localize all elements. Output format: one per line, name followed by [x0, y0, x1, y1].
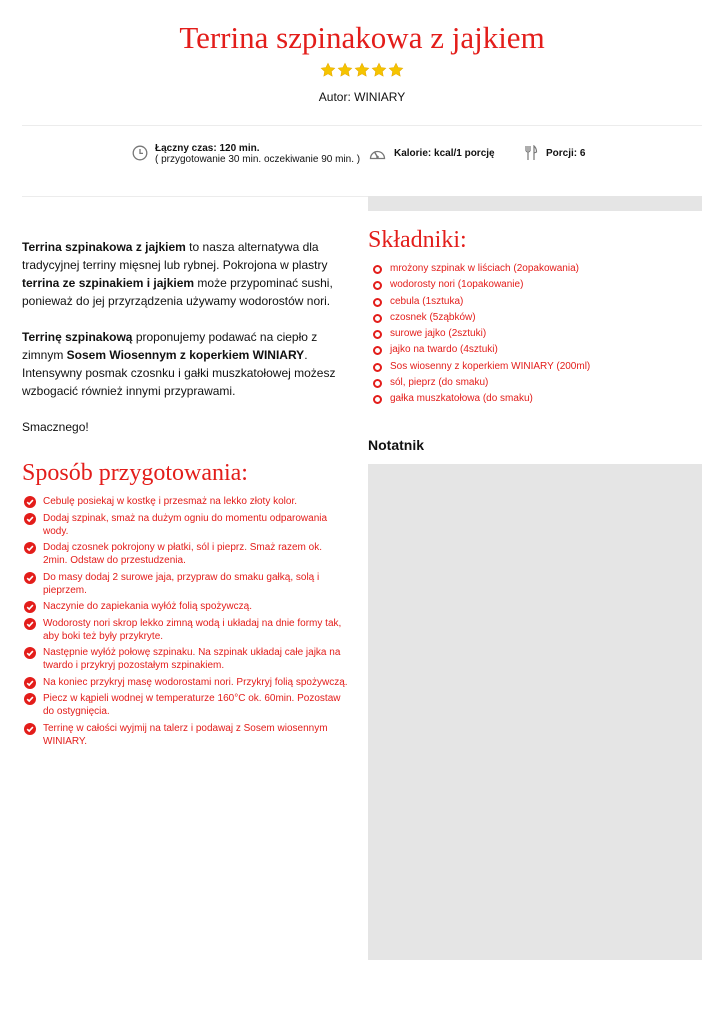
preparation-steps — [24, 495, 349, 751]
recipe-description — [22, 238, 347, 454]
intro-text: proponujemy podawać na ciepło z zimnym — [22, 330, 318, 362]
star-icon — [388, 62, 404, 78]
star-icon — [337, 62, 353, 78]
star-rating — [320, 62, 404, 80]
star-icon — [371, 62, 387, 78]
preparation-step — [24, 676, 349, 689]
check-icon — [24, 677, 36, 689]
ingredient-text: jajko na twardo (4sztuki) — [390, 344, 498, 356]
preparation-step — [24, 571, 349, 597]
bullet-icon — [373, 298, 382, 307]
step-text: Naczynie do zapiekania wyłóż folią spożywczą. — [43, 601, 252, 612]
ingredient-text: czosnek (5ząbków) — [390, 311, 476, 323]
check-icon — [24, 618, 36, 630]
clock-icon — [132, 145, 148, 161]
ingredient-text: sól, pieprz (do smaku) — [390, 377, 489, 389]
calories-label: Kalorie: kcal/1 porcję — [394, 148, 495, 159]
intro-text: może przypominać sushi, ponieważ do jej przyrządzenia używamy wodorostów nori. — [22, 276, 333, 308]
step-text: Następnie wyłóż połowę szpinaku. Na szpinak układaj całe jajka na twardo i przykryj pozostałym szpinakiem. — [43, 647, 341, 671]
intro-paragraph — [22, 328, 347, 400]
time-detail: ( przygotowanie 30 min. oczekiwanie 90 min. ) — [155, 154, 361, 165]
bullet-icon — [373, 281, 382, 290]
ingredient-item — [372, 360, 590, 376]
ingredient-item — [372, 295, 590, 311]
intro-paragraph — [22, 238, 347, 310]
ingredient-text: gałka muszkatołowa (do smaku) — [390, 393, 533, 405]
ingredient-text: surowe jajko (2sztuki) — [390, 328, 487, 340]
total-time-label: Łączny czas: 120 min. — [155, 143, 260, 154]
ingredient-item — [372, 278, 590, 294]
divider — [22, 125, 702, 126]
intro-text: to nasza alternatywa dla tradycyjnej terriny mięsnej lub rybnej. Pokrojona w plastry — [22, 240, 328, 272]
ingredient-item — [372, 392, 590, 408]
intro-bold: Sosem Wiosennym z koperkiem WINIARY — [66, 348, 305, 362]
gauge-icon — [369, 146, 386, 160]
star-icon — [354, 62, 370, 78]
recipe-author: Autor: WINIARY — [318, 90, 406, 104]
step-text: Wodorosty nori skrop lekko zimną wodą i układaj na dnie formy tak, aby boki też były przykryte. — [43, 617, 342, 642]
preparation-step — [24, 692, 349, 718]
ingredient-text: mrożony szpinak w liściach (2opakowania) — [390, 263, 579, 274]
ingredient-text: cebula (1sztuka) — [390, 295, 464, 307]
portions — [546, 148, 585, 159]
bullet-icon — [373, 346, 382, 355]
ingredient-text: Sos wiosenny z koperkiem WINIARY (200ml) — [390, 360, 591, 372]
preparation-title: Sposób przygotowania: — [22, 460, 248, 486]
step-text: Do masy dodaj 2 surowe jaja, przypraw do smaku gałką, solą i pieprzem. — [43, 571, 320, 596]
ingredient-item — [372, 343, 590, 359]
bullet-icon — [373, 265, 382, 274]
ingredients-list — [372, 262, 590, 409]
intro-text: . Intensywny posmak czosnku i gałki muszkatołowej możesz wzbogacić również innymi przyprawami. — [22, 348, 336, 398]
closing-text: Smacznego! — [22, 420, 89, 434]
star-icon — [320, 62, 336, 78]
check-icon — [24, 513, 36, 525]
ingredient-item — [372, 262, 590, 278]
check-icon — [24, 496, 36, 508]
preparation-step — [24, 512, 349, 538]
check-icon — [24, 542, 36, 554]
notes-area — [368, 464, 702, 960]
ingredients-title: Składniki: — [368, 227, 467, 253]
check-icon — [24, 572, 36, 584]
portions-label: Porcji: 6 — [546, 148, 586, 159]
preparation-step — [24, 646, 349, 672]
step-text: Terrinę w całości wyjmij na talerz i podawaj z Sosem wiosennym WINIARY. — [43, 722, 328, 747]
bullet-icon — [373, 330, 382, 339]
bullet-icon — [373, 395, 382, 404]
intro-bold: Terrinę szpinakową — [22, 330, 133, 344]
preparation-step — [24, 600, 349, 613]
step-text: Cebulę posiekaj w kostkę i przesmaż na lekko złoty kolor. — [43, 496, 298, 507]
preparation-step — [24, 722, 349, 748]
step-text: Dodaj czosnek pokrojony w płatki, sól i pieprz. Smaż razem ok. 2min. Odstaw do przestudzenia. — [43, 542, 323, 566]
intro-bold: Terrina szpinakowa z jajkiem — [22, 240, 186, 254]
check-icon — [24, 647, 36, 659]
step-text: Na koniec przykryj masę wodorostami nori. Przykryj folią spożywczą. — [43, 676, 348, 688]
sidebar-header-panel — [368, 196, 702, 211]
divider — [22, 196, 368, 197]
intro-bold: terrina ze szpinakiem i jajkiem — [22, 276, 195, 290]
calories — [394, 148, 495, 159]
preparation-step — [24, 495, 349, 508]
notes-title: Notatnik — [368, 437, 424, 453]
cutlery-icon — [524, 145, 538, 161]
bullet-icon — [373, 379, 382, 388]
check-icon — [24, 601, 36, 613]
preparation-step — [24, 617, 349, 643]
bullet-icon — [373, 314, 382, 323]
ingredient-item — [372, 327, 590, 343]
ingredient-text: wodorosty nori (1opakowanie) — [390, 279, 524, 291]
step-text: Dodaj szpinak, smaż na dużym ogniu do momentu odparowania wody. — [43, 512, 328, 537]
recipe-title: Terrina szpinakowa z jajkiem — [179, 20, 545, 55]
bullet-icon — [373, 363, 382, 372]
check-icon — [24, 723, 36, 735]
check-icon — [24, 693, 36, 705]
step-text: Piecz w kąpieli wodnej w temperaturze 160°C ok. 60min. Pozostaw do ostygnięcia. — [43, 693, 341, 717]
ingredient-item — [372, 376, 590, 392]
total-time — [155, 143, 360, 165]
preparation-step — [24, 541, 349, 567]
ingredient-item — [372, 311, 590, 327]
